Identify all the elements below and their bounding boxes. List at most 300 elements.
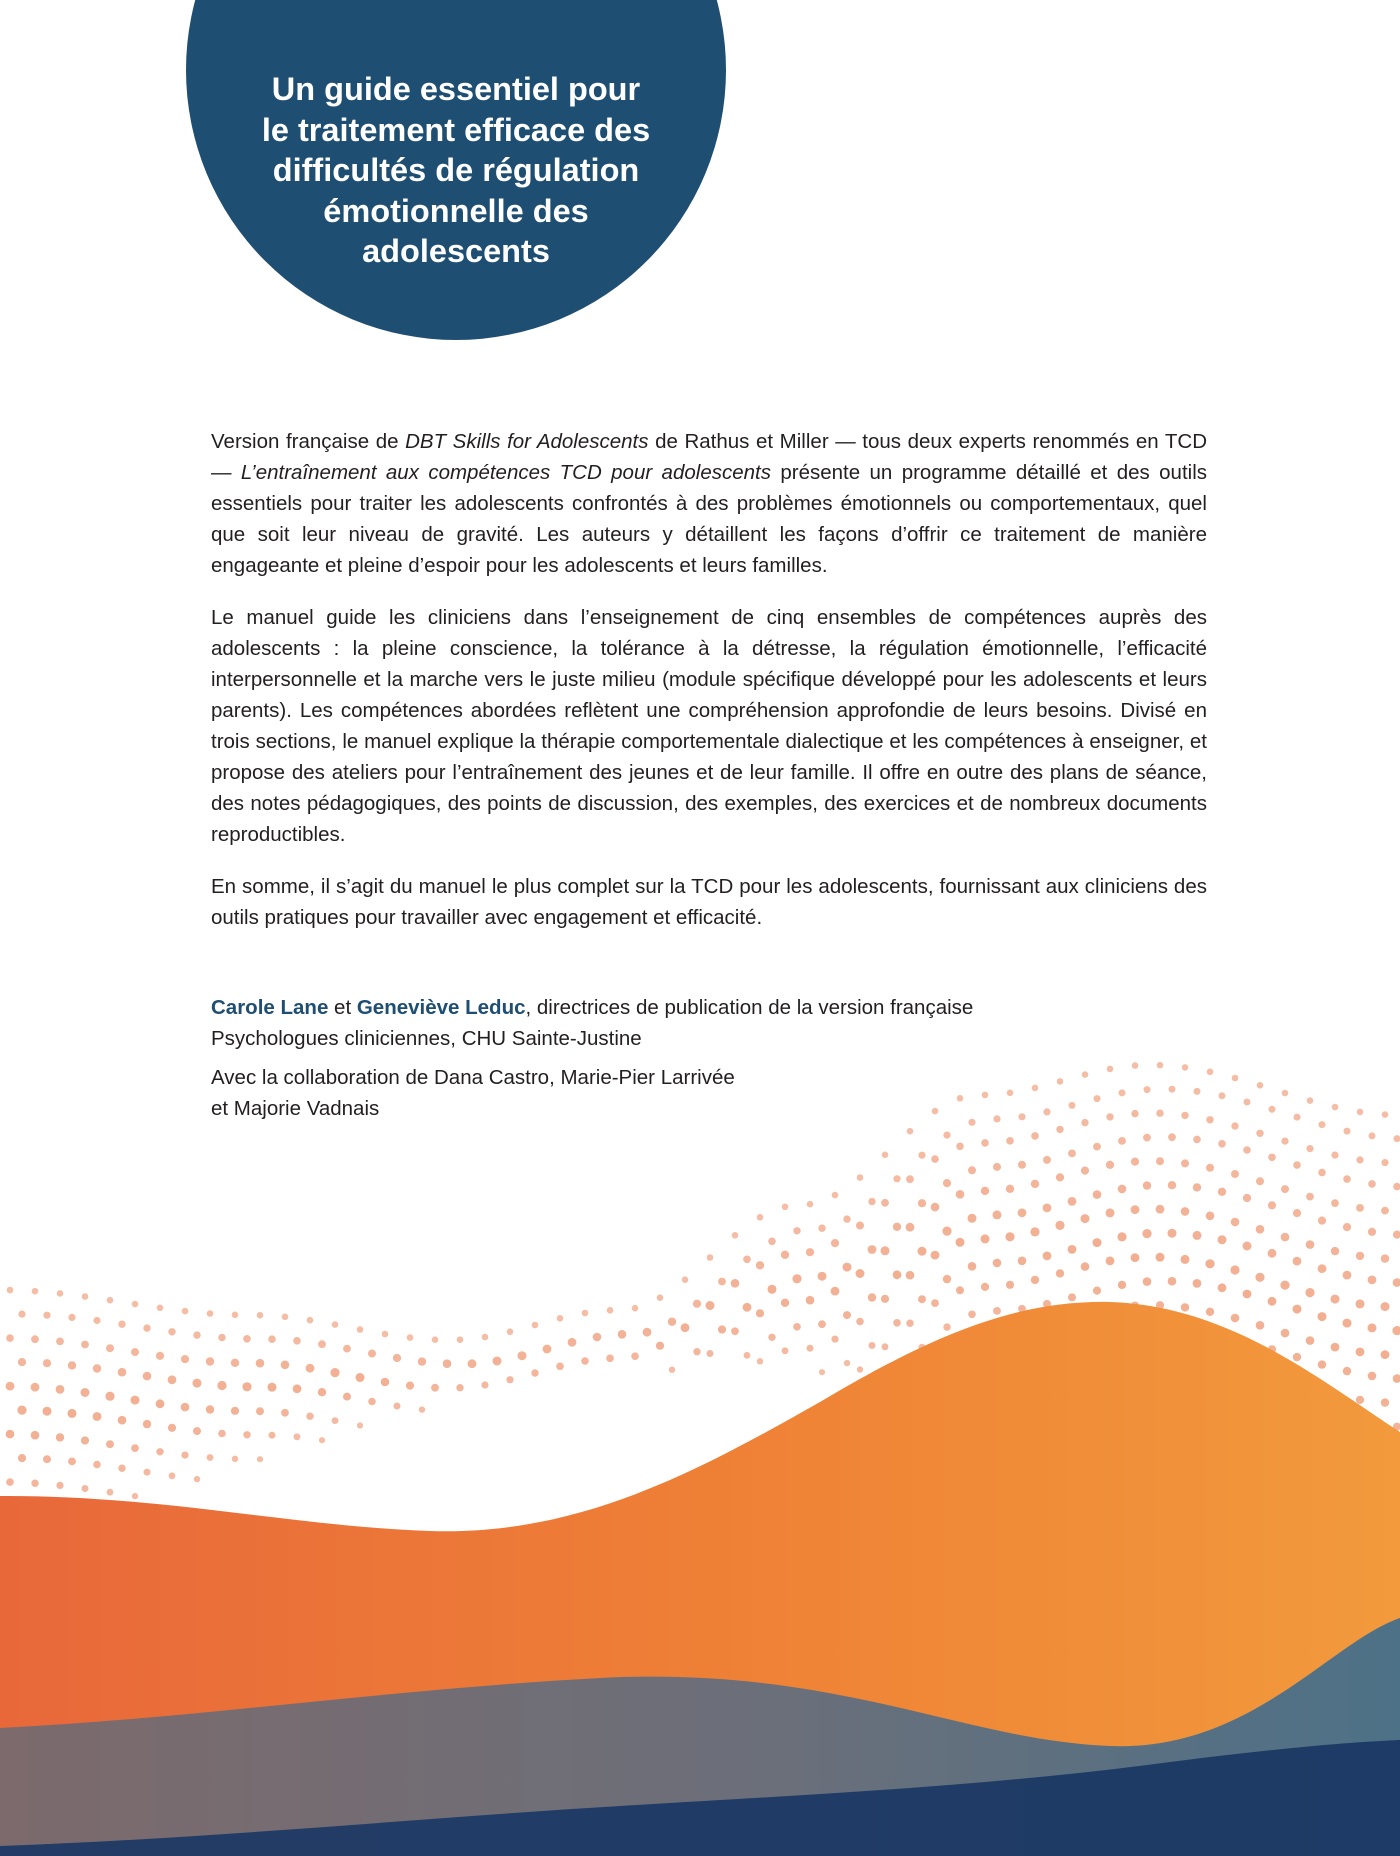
- dot: [1181, 1255, 1190, 1264]
- dot: [1118, 1137, 1126, 1145]
- dot: [1268, 1297, 1277, 1306]
- dot: [43, 1455, 51, 1463]
- dot: [1331, 1247, 1339, 1255]
- dot: [792, 1274, 801, 1283]
- dot: [931, 1299, 939, 1307]
- dot: [743, 1303, 752, 1312]
- dot: [18, 1454, 26, 1462]
- dot: [1381, 1398, 1389, 1406]
- dot: [394, 1403, 401, 1410]
- dot: [118, 1416, 127, 1425]
- dot: [1068, 1245, 1077, 1254]
- dot: [1231, 1314, 1240, 1323]
- dot: [181, 1452, 188, 1459]
- dot: [893, 1223, 901, 1231]
- dot: [1106, 1208, 1115, 1217]
- dot: [1307, 1097, 1314, 1104]
- dot: [1344, 1128, 1351, 1135]
- dot: [168, 1375, 177, 1384]
- dot: [1356, 1204, 1364, 1212]
- dot: [1068, 1150, 1076, 1158]
- description-paragraph-2: Le manuel guide les cliniciens dans l’enseignement de cinq ensembles de compétences auprès des adolescents : la pleine conscience, la tolérance à la détresse, la régulation émotionnelle, l’efficacité interpersonnelle et la marche vers le juste milieu (module spécifique développé pour les adolescents et leurs parents). Les compétences abordées reflètent une compréhension approfondie de leurs besoins. Divisé en trois sections, le manuel explique la thérapie comportementale dialectique et les compétences à enseigner, et propose des ateliers pour l’entraînement des jeunes et de leur famille. Il offre en outre des plans de séance, des notes pédagogiques, des points de discussion, des exemples, des exercices et de nombreux documents reproductibles.: [211, 606, 1207, 846]
- dot: [357, 1326, 364, 1333]
- dot: [1356, 1156, 1363, 1163]
- dot: [1043, 1108, 1050, 1115]
- dot: [82, 1293, 89, 1300]
- dot: [1056, 1269, 1064, 1277]
- dot: [468, 1359, 477, 1368]
- dot: [1068, 1197, 1077, 1206]
- original-title: DBT Skills for Adolescents: [405, 430, 649, 453]
- dot: [831, 1336, 838, 1343]
- dot: [1218, 1188, 1226, 1196]
- dot: [68, 1314, 75, 1321]
- dot: [1005, 1232, 1014, 1241]
- dot: [1081, 1214, 1090, 1223]
- dot: [168, 1424, 176, 1432]
- dot: [1257, 1082, 1264, 1089]
- dot: [1394, 1135, 1400, 1142]
- dot: [1206, 1308, 1214, 1316]
- dot: [268, 1335, 276, 1343]
- dot: [1168, 1229, 1177, 1238]
- dot: [242, 1382, 251, 1391]
- dot: [257, 1312, 264, 1319]
- dot: [1331, 1152, 1338, 1159]
- dot: [1281, 1233, 1290, 1242]
- dot: [818, 1320, 826, 1328]
- dot: [231, 1407, 239, 1415]
- dot: [807, 1345, 814, 1352]
- dot: [1356, 1299, 1365, 1308]
- dot: [718, 1325, 726, 1333]
- dot: [931, 1155, 939, 1163]
- description-paragraph-3: En somme, il s’agit du manuel le plus complet sur la TCD pour les adolescents, fournissant aux cliniciens des outils pratiques pour travailler avec engagement et efficacité.: [211, 875, 1207, 929]
- dot: [1119, 1089, 1126, 1096]
- dot: [968, 1311, 976, 1319]
- dot: [942, 1227, 951, 1236]
- dot: [693, 1348, 700, 1355]
- dot: [1069, 1102, 1076, 1109]
- dot: [843, 1263, 852, 1272]
- dot: [1131, 1205, 1140, 1214]
- dot: [956, 1190, 965, 1199]
- dot: [281, 1409, 289, 1417]
- dot: [844, 1360, 850, 1366]
- dot: [832, 1192, 839, 1199]
- dot: [1332, 1104, 1339, 1111]
- dot: [1156, 1253, 1165, 1262]
- dot: [1293, 1161, 1301, 1169]
- dot: [1393, 1231, 1400, 1239]
- dot: [293, 1337, 301, 1345]
- dot: [1318, 1264, 1327, 1273]
- dot: [1193, 1231, 1202, 1240]
- dot: [1368, 1180, 1376, 1188]
- dot: [207, 1310, 214, 1317]
- dot: [281, 1361, 290, 1370]
- dot: [943, 1132, 950, 1139]
- dot: [1093, 1287, 1101, 1295]
- dot: [1368, 1276, 1377, 1285]
- dot: [507, 1328, 514, 1335]
- dot: [582, 1310, 589, 1317]
- dot: [1231, 1122, 1238, 1129]
- dot: [1368, 1323, 1377, 1332]
- dot: [231, 1359, 239, 1367]
- dot: [618, 1330, 627, 1339]
- dot: [31, 1383, 40, 1392]
- dot: [206, 1357, 214, 1365]
- dot: [931, 1203, 940, 1212]
- dot: [843, 1311, 851, 1319]
- dot: [731, 1279, 740, 1288]
- dot: [1043, 1252, 1052, 1261]
- dot: [556, 1363, 564, 1371]
- dot: [343, 1345, 351, 1353]
- editor-name: Carole Lane: [211, 996, 329, 1019]
- dot: [1381, 1159, 1388, 1166]
- dot: [1393, 1278, 1400, 1287]
- dot: [1068, 1293, 1076, 1301]
- dot: [1181, 1159, 1189, 1167]
- dot: [332, 1417, 339, 1424]
- dot: [431, 1384, 439, 1392]
- dot: [1206, 1212, 1215, 1221]
- dot: [1231, 1170, 1239, 1178]
- dot: [1293, 1305, 1302, 1314]
- dot: [793, 1227, 800, 1234]
- dot: [531, 1369, 538, 1376]
- dot: [956, 1238, 965, 1247]
- dot: [382, 1331, 389, 1338]
- dot: [1343, 1367, 1351, 1375]
- dot: [131, 1444, 139, 1452]
- dot: [1306, 1145, 1313, 1152]
- french-title: L’entraînement aux compétences TCD pour adolescents: [240, 461, 771, 484]
- dot: [406, 1382, 414, 1390]
- dot: [1368, 1372, 1377, 1381]
- dot: [657, 1294, 664, 1301]
- dot: [669, 1367, 675, 1373]
- dot: [993, 1163, 1001, 1171]
- dot: [1194, 1088, 1201, 1095]
- dot: [1118, 1281, 1126, 1289]
- dot: [268, 1383, 277, 1392]
- dot: [781, 1251, 789, 1259]
- dot: [82, 1485, 89, 1492]
- dot: [518, 1351, 527, 1360]
- dot: [207, 1454, 214, 1461]
- dot: [1255, 1273, 1264, 1282]
- dot: [1218, 1283, 1227, 1292]
- dot: [1218, 1235, 1227, 1244]
- dot: [831, 1239, 839, 1247]
- dot: [118, 1368, 127, 1377]
- dot: [1318, 1312, 1327, 1321]
- dot: [1131, 1110, 1138, 1117]
- affiliation-line: Psychologues cliniciennes, CHU Sainte-Justine: [211, 1027, 642, 1050]
- dot: [1343, 1175, 1351, 1183]
- dot: [1093, 1143, 1101, 1151]
- dot: [1156, 1157, 1164, 1165]
- dot: [856, 1222, 864, 1230]
- dot: [106, 1344, 114, 1352]
- dot: [1256, 1321, 1265, 1330]
- dot: [656, 1342, 664, 1350]
- dot: [631, 1352, 639, 1360]
- dot: [1006, 1281, 1014, 1289]
- dot: [981, 1187, 989, 1195]
- dot: [918, 1247, 927, 1256]
- dot: [1032, 1085, 1039, 1092]
- dot: [1081, 1167, 1089, 1175]
- dot: [1031, 1180, 1039, 1188]
- dot: [1243, 1242, 1252, 1251]
- dot: [1007, 1090, 1014, 1097]
- dot: [407, 1334, 414, 1341]
- dot: [881, 1295, 889, 1303]
- dot: [707, 1254, 714, 1261]
- dot: [343, 1393, 351, 1401]
- dot: [68, 1458, 76, 1466]
- dot: [782, 1347, 789, 1354]
- dot: [81, 1436, 89, 1444]
- dot: [1356, 1252, 1364, 1260]
- dot: [493, 1357, 502, 1366]
- dot: [1368, 1228, 1376, 1236]
- dot: [294, 1433, 301, 1440]
- dot: [1369, 1132, 1376, 1139]
- dot: [893, 1175, 900, 1182]
- dot: [456, 1384, 463, 1391]
- dot: [18, 1358, 26, 1366]
- dot: [943, 1275, 951, 1283]
- dot: [106, 1440, 114, 1448]
- dot: [906, 1271, 915, 1280]
- dot: [1206, 1164, 1214, 1172]
- dot: [57, 1290, 64, 1297]
- dot: [1181, 1112, 1188, 1119]
- dot: [107, 1297, 114, 1304]
- dot: [1006, 1185, 1014, 1193]
- dot: [243, 1335, 251, 1343]
- dot: [1143, 1277, 1152, 1286]
- dot: [1093, 1190, 1102, 1199]
- dot: [1343, 1271, 1352, 1280]
- dot: [1269, 1106, 1276, 1113]
- dot: [1143, 1181, 1151, 1189]
- dot: [1107, 1066, 1114, 1073]
- dot: [819, 1369, 825, 1375]
- dot: [681, 1323, 690, 1332]
- dot: [1293, 1209, 1301, 1217]
- dot: [943, 1179, 951, 1187]
- dot: [532, 1322, 539, 1329]
- dot: [1280, 1281, 1289, 1290]
- dot: [256, 1359, 265, 1368]
- dot: [818, 1272, 827, 1281]
- dot: [93, 1364, 101, 1372]
- dot: [1082, 1071, 1089, 1078]
- dot: [993, 1115, 1000, 1122]
- dot: [1281, 1185, 1289, 1193]
- dot: [632, 1305, 639, 1312]
- dot: [457, 1336, 464, 1343]
- dot: [1142, 1229, 1151, 1238]
- dot: [56, 1338, 64, 1346]
- dot: [293, 1384, 302, 1393]
- dot: [757, 1358, 763, 1364]
- dot: [6, 1478, 14, 1486]
- description-paragraph-1: Version française de DBT Skills for Adolescents de Rathus et Miller — tous deux experts renommés en TCD — L’entraînement aux compétences TCD pour adolescents présente un programme détaillé et des outils essentiels pour traiter les adolescents confrontés à des problèmes émotionnels ou comportementaux, quel que soit leur niveau de gravité. Les auteurs y détaillent les façons d’offrir ce traitement de manière engageante et pleine d’espoir pour les adolescents et leurs familles.: [211, 430, 1208, 577]
- dot: [1230, 1265, 1239, 1274]
- dot: [1156, 1110, 1163, 1117]
- dot: [668, 1318, 676, 1326]
- dot: [1117, 1232, 1126, 1241]
- dot: [206, 1405, 214, 1413]
- dot: [481, 1381, 488, 1388]
- dot: [943, 1323, 950, 1330]
- tagline-line: difficultés de régulation: [272, 152, 640, 188]
- dot: [131, 1396, 140, 1405]
- dot: [1393, 1183, 1400, 1191]
- dot: [1256, 1177, 1264, 1185]
- dot: [882, 1343, 889, 1350]
- dot: [981, 1234, 990, 1243]
- dot: [706, 1301, 715, 1310]
- dot: [1193, 1279, 1202, 1288]
- dot: [144, 1469, 151, 1476]
- tagline-line: Un guide essentiel pour: [271, 71, 641, 107]
- dot: [568, 1338, 577, 1347]
- dot: [193, 1427, 201, 1435]
- dot: [1169, 1086, 1176, 1093]
- dot: [1030, 1227, 1039, 1236]
- dot: [1318, 1360, 1326, 1368]
- dot: [1306, 1336, 1315, 1345]
- dot: [7, 1287, 14, 1294]
- dot: [1331, 1199, 1339, 1207]
- dot: [18, 1311, 25, 1318]
- dot: [857, 1174, 864, 1181]
- dot: [368, 1398, 376, 1406]
- dot: [1218, 1140, 1226, 1148]
- dot: [881, 1246, 890, 1255]
- dot: [843, 1215, 850, 1222]
- dot: [1343, 1319, 1352, 1328]
- dot: [1281, 1138, 1288, 1145]
- dot: [1205, 1259, 1214, 1268]
- dot: [1268, 1201, 1276, 1209]
- dot: [707, 1350, 714, 1357]
- dot: [181, 1403, 190, 1412]
- dot: [1157, 1062, 1164, 1069]
- dot: [1381, 1254, 1389, 1262]
- dot: [393, 1354, 401, 1362]
- dot: [1168, 1277, 1177, 1286]
- dot: [756, 1261, 764, 1269]
- dot: [993, 1210, 1002, 1219]
- dot: [1305, 1288, 1314, 1297]
- dot: [381, 1378, 390, 1387]
- dot: [893, 1319, 901, 1327]
- dot: [256, 1407, 264, 1415]
- dot: [1018, 1208, 1027, 1217]
- dot: [1094, 1095, 1101, 1102]
- dot: [1206, 1116, 1213, 1123]
- dot: [768, 1334, 775, 1341]
- dot: [1393, 1374, 1400, 1383]
- dot: [1231, 1218, 1240, 1227]
- dot: [43, 1359, 51, 1367]
- dot: [1381, 1207, 1389, 1215]
- dot: [1081, 1119, 1088, 1126]
- dot: [732, 1232, 739, 1239]
- dot: [968, 1166, 976, 1174]
- dot: [168, 1328, 175, 1335]
- dot: [1293, 1257, 1302, 1266]
- editor-name: Geneviève Leduc: [356, 996, 526, 1019]
- dot: [1081, 1262, 1090, 1271]
- dot: [1181, 1303, 1189, 1311]
- dot: [781, 1299, 789, 1307]
- dot: [1168, 1133, 1176, 1141]
- dot: [743, 1256, 751, 1264]
- dot: [105, 1392, 114, 1401]
- dot: [31, 1335, 39, 1343]
- dot: [607, 1307, 614, 1314]
- dot: [1193, 1136, 1201, 1144]
- dot: [968, 1119, 975, 1126]
- dot: [232, 1312, 239, 1319]
- dot: [1343, 1223, 1351, 1231]
- dot: [1181, 1207, 1190, 1216]
- dot: [169, 1472, 176, 1479]
- dot: [868, 1293, 876, 1301]
- dot: [1356, 1396, 1364, 1404]
- collaboration-line: et Majorie Vadnais: [211, 1097, 380, 1120]
- dot: [93, 1461, 101, 1469]
- dot: [907, 1128, 914, 1135]
- dot: [593, 1333, 602, 1342]
- collaboration-line: Avec la collaboration de Dana Castro, Marie-Pier Larrivée: [211, 1066, 735, 1089]
- dot: [243, 1431, 250, 1438]
- dot: [1357, 1109, 1364, 1116]
- dot: [993, 1307, 1001, 1315]
- dot: [1293, 1353, 1301, 1361]
- dot: [319, 1437, 325, 1443]
- dot: [718, 1278, 726, 1286]
- dot: [31, 1431, 40, 1440]
- dot: [1331, 1343, 1340, 1352]
- dot: [806, 1248, 814, 1256]
- dot: [31, 1480, 38, 1487]
- dot: [756, 1309, 764, 1317]
- dot: [1392, 1326, 1400, 1335]
- dot: [1319, 1121, 1326, 1128]
- dot: [181, 1355, 189, 1363]
- dot: [418, 1357, 426, 1365]
- dot: [1132, 1062, 1139, 1069]
- dot: [143, 1420, 151, 1428]
- tagline-line: le traitement efficace des: [261, 111, 651, 148]
- dot: [43, 1312, 50, 1319]
- dot: [1331, 1295, 1340, 1304]
- dot: [156, 1352, 164, 1360]
- dot: [1006, 1137, 1014, 1145]
- dot: [1356, 1348, 1365, 1357]
